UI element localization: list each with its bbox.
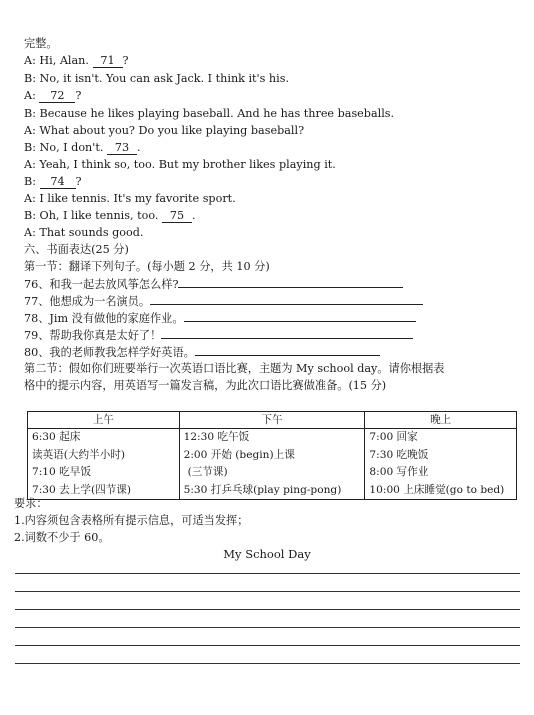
schedule-table (27, 411, 517, 500)
translation-item-78: 78、Jim 没有做他的家庭作业。 (24, 310, 416, 326)
afternoon-item: 5:30 打乒乓球(play ping-pong) (183, 483, 342, 496)
blank-74[interactable]: 74 (40, 175, 76, 189)
dialogue-line-9: A: I like tennis. It's my favorite sport. (24, 192, 236, 205)
answer-line-77[interactable] (150, 293, 423, 305)
writing-line[interactable] (15, 573, 520, 574)
morning-item: 6:30 起床 (32, 431, 81, 443)
translation-item-77: 77、他想成为一名演员。 (24, 293, 423, 309)
requirement-2: 2.词数不少于 60。 (14, 531, 110, 544)
afternoon-cell (179, 429, 365, 500)
header-afternoon: 下午 (179, 412, 365, 429)
table-row (28, 429, 517, 500)
morning-item: 7:10 吃早饭 (32, 466, 91, 478)
answer-line-79[interactable] (161, 327, 413, 339)
evening-item: 8:00 写作业 (369, 466, 429, 478)
blank-71[interactable]: 71 (93, 54, 123, 68)
dialogue-line-10: B: Oh, I like tennis, too. 75 . (24, 209, 196, 222)
dialogue-line-1: A: Hi, Alan. 71 ? (24, 54, 129, 67)
answer-line-80[interactable] (195, 344, 380, 356)
afternoon-item: 2:00 开始 (begin)上课 (183, 448, 295, 461)
dialogue-line-8: B: 74 ? (24, 175, 82, 188)
afternoon-item: (三节课) (187, 466, 228, 478)
dialogue-line-4: B: Because he likes playing baseball. And he has three baseballs. (24, 107, 395, 120)
morning-item: 7:30 去上学(四节课) (32, 483, 131, 496)
evening-item: 10:00 上床睡觉(go to bed) (369, 483, 505, 496)
requirement-1: 1.内容须包含表格所有提示信息，可适当发挥； (14, 514, 249, 527)
table-header-row (28, 412, 517, 429)
writing-line[interactable] (15, 627, 520, 628)
dialogue-line-2: B: No, it isn't. You can ask Jack. I think it's his. (24, 72, 290, 85)
part2-prompt-line-2: 格中的提示内容，用英语写一篇发言稿，为此次口语比赛做准备。(15 分) (24, 379, 387, 392)
requirements-label: 要求： (14, 497, 48, 510)
dialogue-line-5: A: What about you? Do you like playing baseball? (24, 124, 305, 137)
part2-prompt-line-1: 第二节：假如你们班要举行一次英语口语比赛，主题为 My school day。请你根据表 (24, 362, 445, 375)
writing-line[interactable] (15, 645, 520, 646)
blank-73[interactable]: 73 (107, 141, 137, 155)
writing-line[interactable] (15, 663, 520, 664)
morning-cell (28, 429, 180, 500)
essay-title: My School Day (223, 547, 311, 561)
blank-75[interactable]: 75 (162, 209, 192, 223)
dialogue-line-7: A: Yeah, I think so, too. But my brother likes playing it. (24, 158, 336, 171)
intro-text: 完整。 (24, 37, 58, 50)
header-morning: 上午 (28, 412, 180, 429)
answer-line-76[interactable] (178, 276, 403, 288)
evening-item: 7:30 吃晚饭 (369, 448, 429, 461)
afternoon-item: 12:30 吃午饭 (183, 431, 250, 443)
morning-item: 读英语(大约半小时) (32, 448, 126, 461)
part1-title: 第一节：翻译下列句子。(每小题 2 分，共 10 分) (24, 260, 270, 273)
blank-72[interactable]: 72 (39, 89, 75, 103)
translation-item-79: 79、帮助我你真是太好了！ (24, 327, 413, 343)
translation-item-76: 76、和我一起去放风筝怎么样? (24, 276, 403, 292)
header-evening: 晚上 (365, 412, 517, 429)
answer-line-78[interactable] (184, 310, 416, 322)
evening-item: 7:00 回家 (369, 431, 418, 443)
writing-line[interactable] (15, 591, 520, 592)
evening-cell (365, 429, 517, 500)
dialogue-line-11: A: That sounds good. (24, 226, 144, 239)
dialogue-line-6: B: No, I don't. 73 . (24, 141, 141, 154)
dialogue-line-3: A: 72 ? (24, 89, 82, 102)
section-heading: 六、书面表达(25 分) (24, 243, 129, 256)
translation-item-80: 80、我的老师教我怎样学好英语。 (24, 344, 380, 360)
writing-line[interactable] (15, 609, 520, 610)
